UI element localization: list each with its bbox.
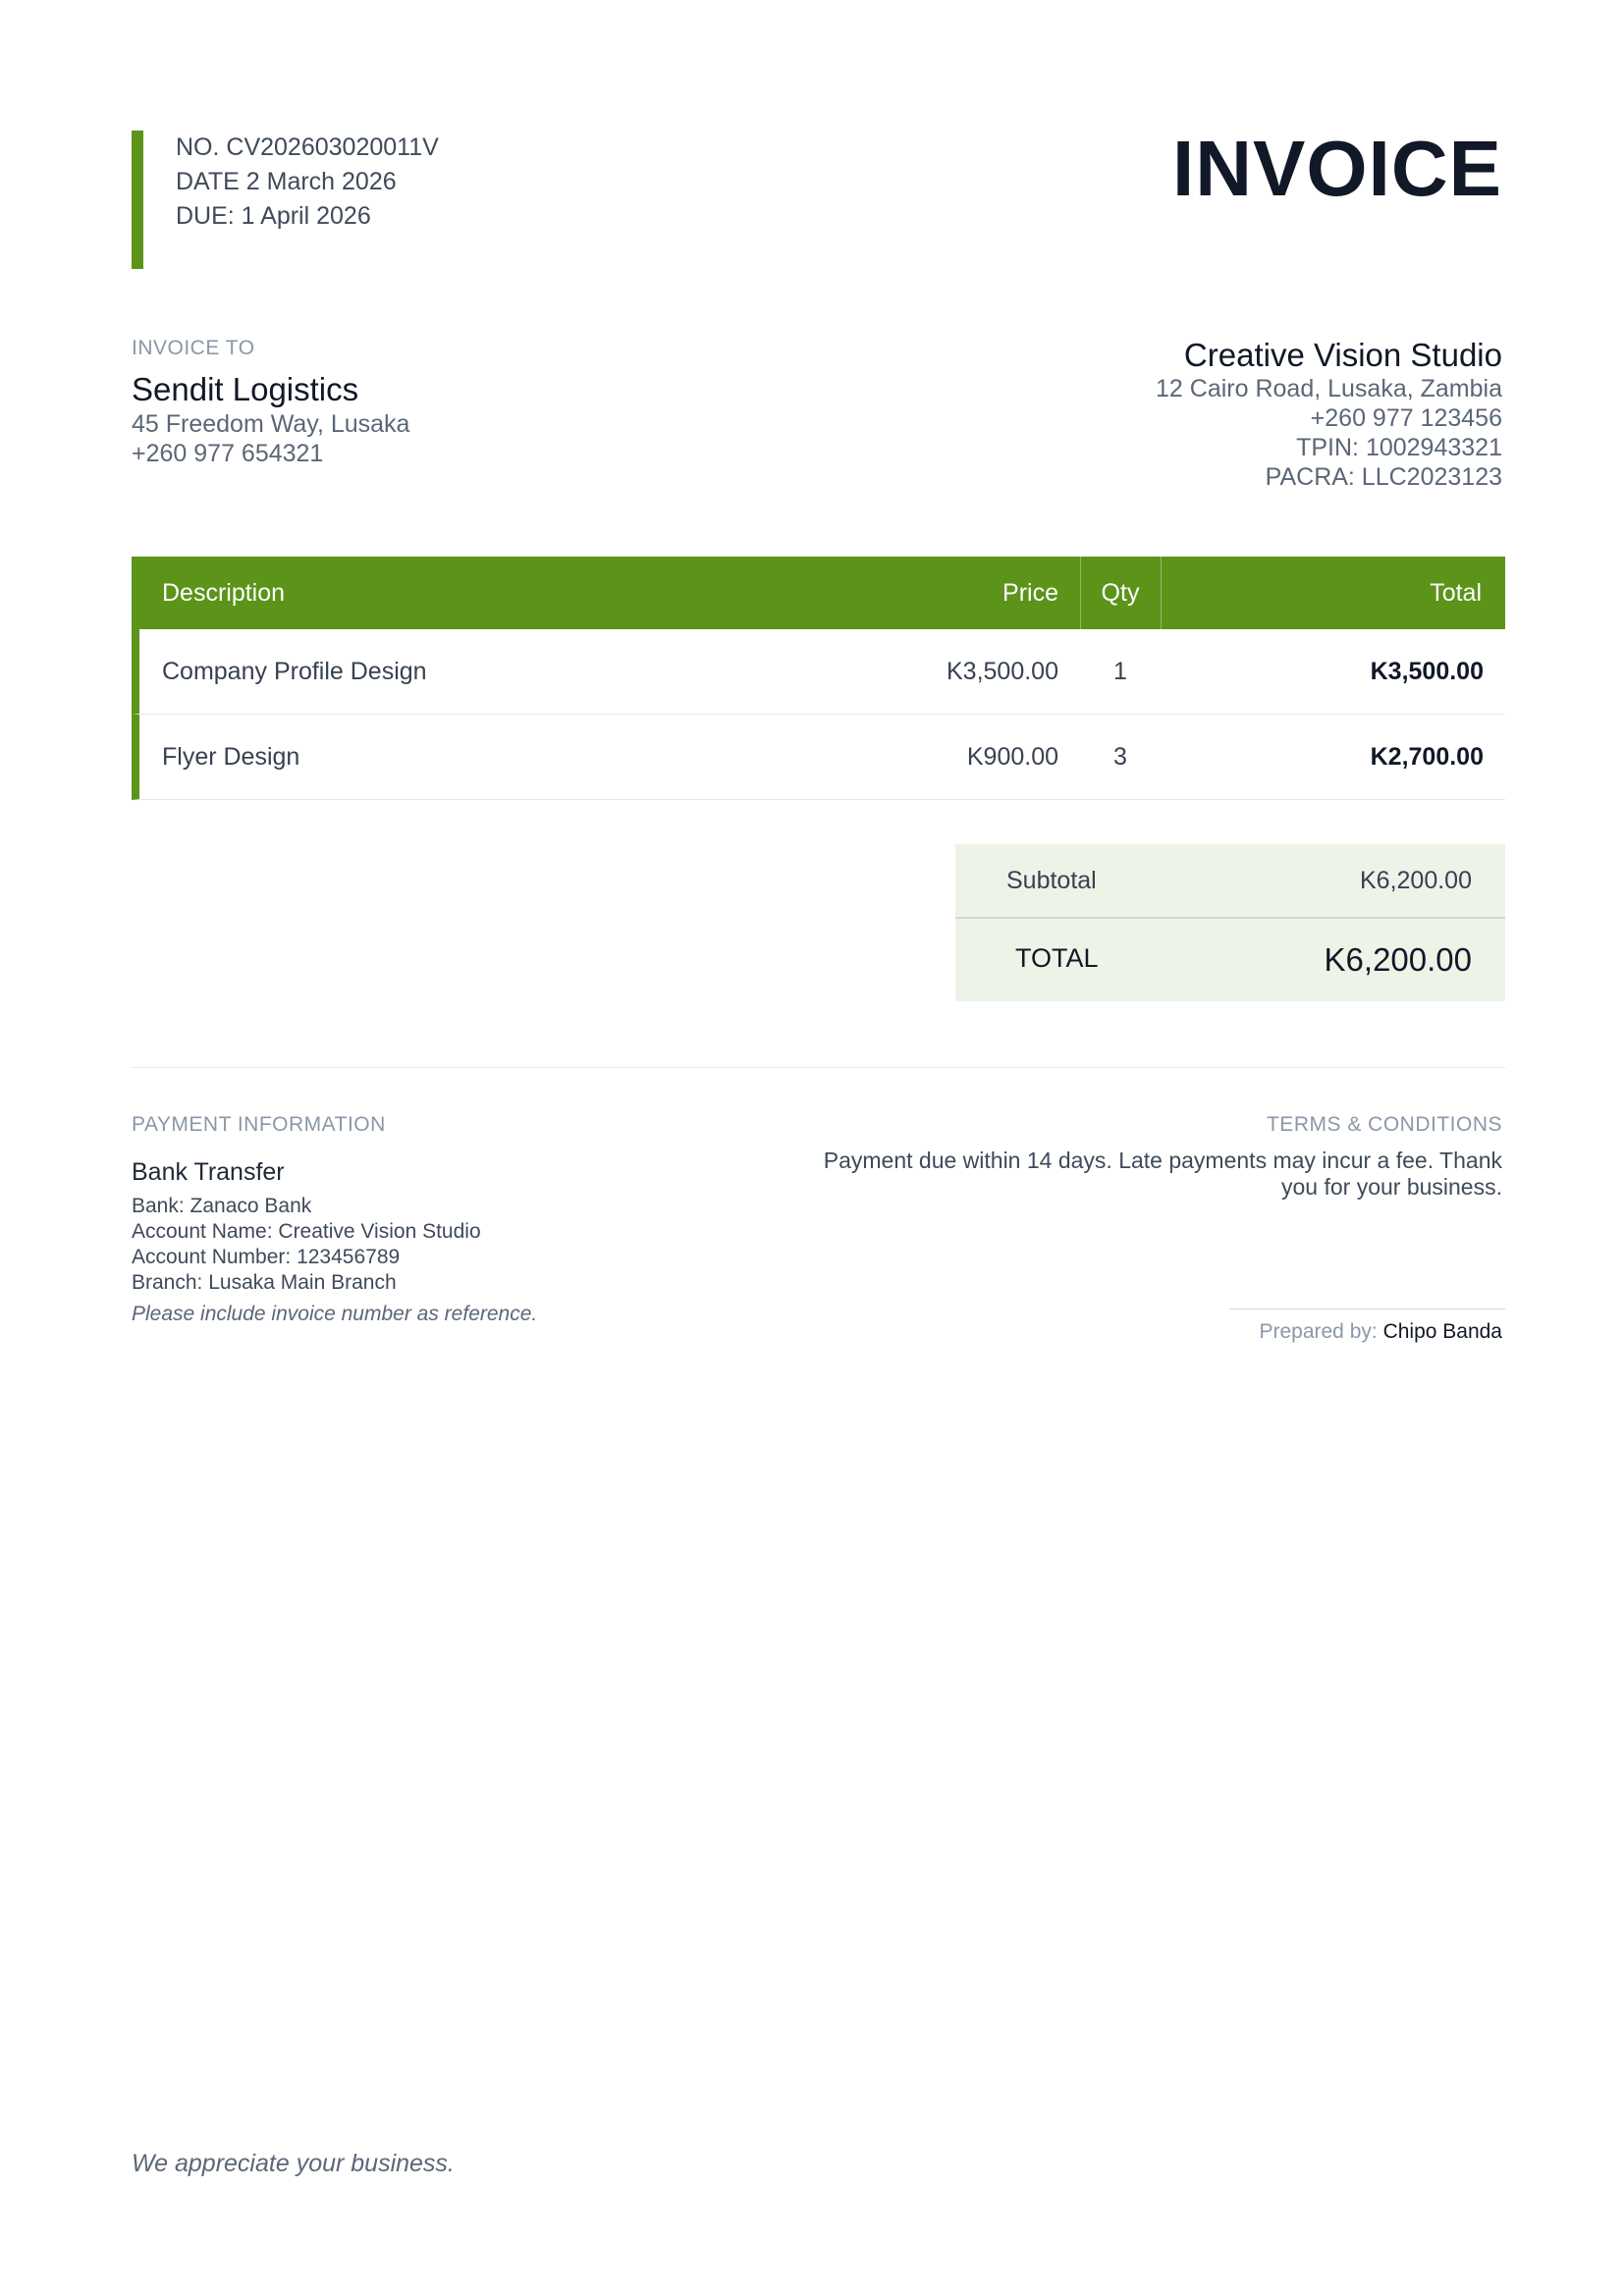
invoice-due-date: DUE: 1 April 2026 (176, 202, 371, 230)
table-row (132, 715, 1505, 800)
payment-branch: Branch: Lusaka Main Branch (132, 1271, 397, 1294)
items-table (132, 557, 1505, 800)
total-row (955, 919, 1505, 1001)
row-total: K2,700.00 (1370, 743, 1484, 771)
payment-details (132, 1194, 481, 1296)
company-tpin: TPIN: 1002943321 (1296, 434, 1502, 461)
row-price: K3,500.00 (947, 658, 1058, 685)
section-divider (132, 1067, 1505, 1068)
total-value: K6,200.00 (1324, 941, 1472, 978)
header-price: Price (1002, 579, 1058, 607)
invoice-meta (176, 131, 439, 234)
payment-note: Please include invoice number as reference. (132, 1303, 538, 1325)
signature-line (1229, 1308, 1505, 1309)
totals-box (955, 844, 1505, 1001)
payment-info-label: PAYMENT INFORMATION (132, 1113, 386, 1136)
payment-bank: Bank: Zanaco Bank (132, 1195, 312, 1217)
total-label: TOTAL (1015, 943, 1099, 973)
row-qty: 1 (1113, 658, 1127, 685)
terms-text: Payment due within 14 days. Late payments may incur a fee. Thank you for your business. (823, 1148, 1502, 1200)
company-address: 12 Cairo Road, Lusaka, Zambia (1156, 375, 1502, 402)
row-qty: 3 (1113, 743, 1127, 771)
prepared-by-name: Chipo Banda (1382, 1320, 1502, 1343)
payment-method: Bank Transfer (132, 1158, 285, 1186)
invoice-number: NO. CV202603020011V (176, 133, 439, 161)
company-name: Creative Vision Studio (1183, 337, 1502, 373)
payment-account-number: Account Number: 123456789 (132, 1246, 401, 1268)
client-phone: +260 977 654321 (132, 440, 324, 467)
client-name: Sendit Logistics (132, 371, 359, 407)
header-description: Description (162, 579, 286, 607)
header-total: Total (1430, 579, 1482, 607)
prepared-by (1259, 1320, 1502, 1344)
company-pacra: PACRA: LLC2023123 (1265, 463, 1502, 491)
row-total: K3,500.00 (1370, 658, 1484, 685)
client-address: 45 Freedom Way, Lusaka (132, 410, 410, 438)
table-row (132, 629, 1505, 715)
invoice-to-label: INVOICE TO (132, 337, 255, 359)
table-header (132, 557, 1505, 629)
prepared-by-label: Prepared by: (1259, 1320, 1378, 1343)
invoice-date: DATE 2 March 2026 (176, 168, 397, 195)
terms-label: TERMS & CONDITIONS (1266, 1113, 1502, 1136)
client-details (132, 409, 409, 468)
subtotal-label: Subtotal (1006, 867, 1097, 894)
row-description: Flyer Design (162, 743, 300, 771)
row-description: Company Profile Design (162, 658, 427, 685)
payment-account-name: Account Name: Creative Vision Studio (132, 1220, 481, 1243)
header-qty: Qty (1101, 579, 1140, 607)
header-divider (1161, 557, 1162, 629)
subtotal-value: K6,200.00 (1360, 867, 1472, 894)
subtotal-row (955, 844, 1505, 919)
footer-note: We appreciate your business. (132, 2150, 455, 2177)
page-title: INVOICE (1172, 125, 1502, 212)
company-phone: +260 977 123456 (1310, 404, 1502, 432)
company-details (1156, 374, 1502, 492)
row-price: K900.00 (966, 743, 1058, 771)
accent-bar (132, 131, 143, 269)
